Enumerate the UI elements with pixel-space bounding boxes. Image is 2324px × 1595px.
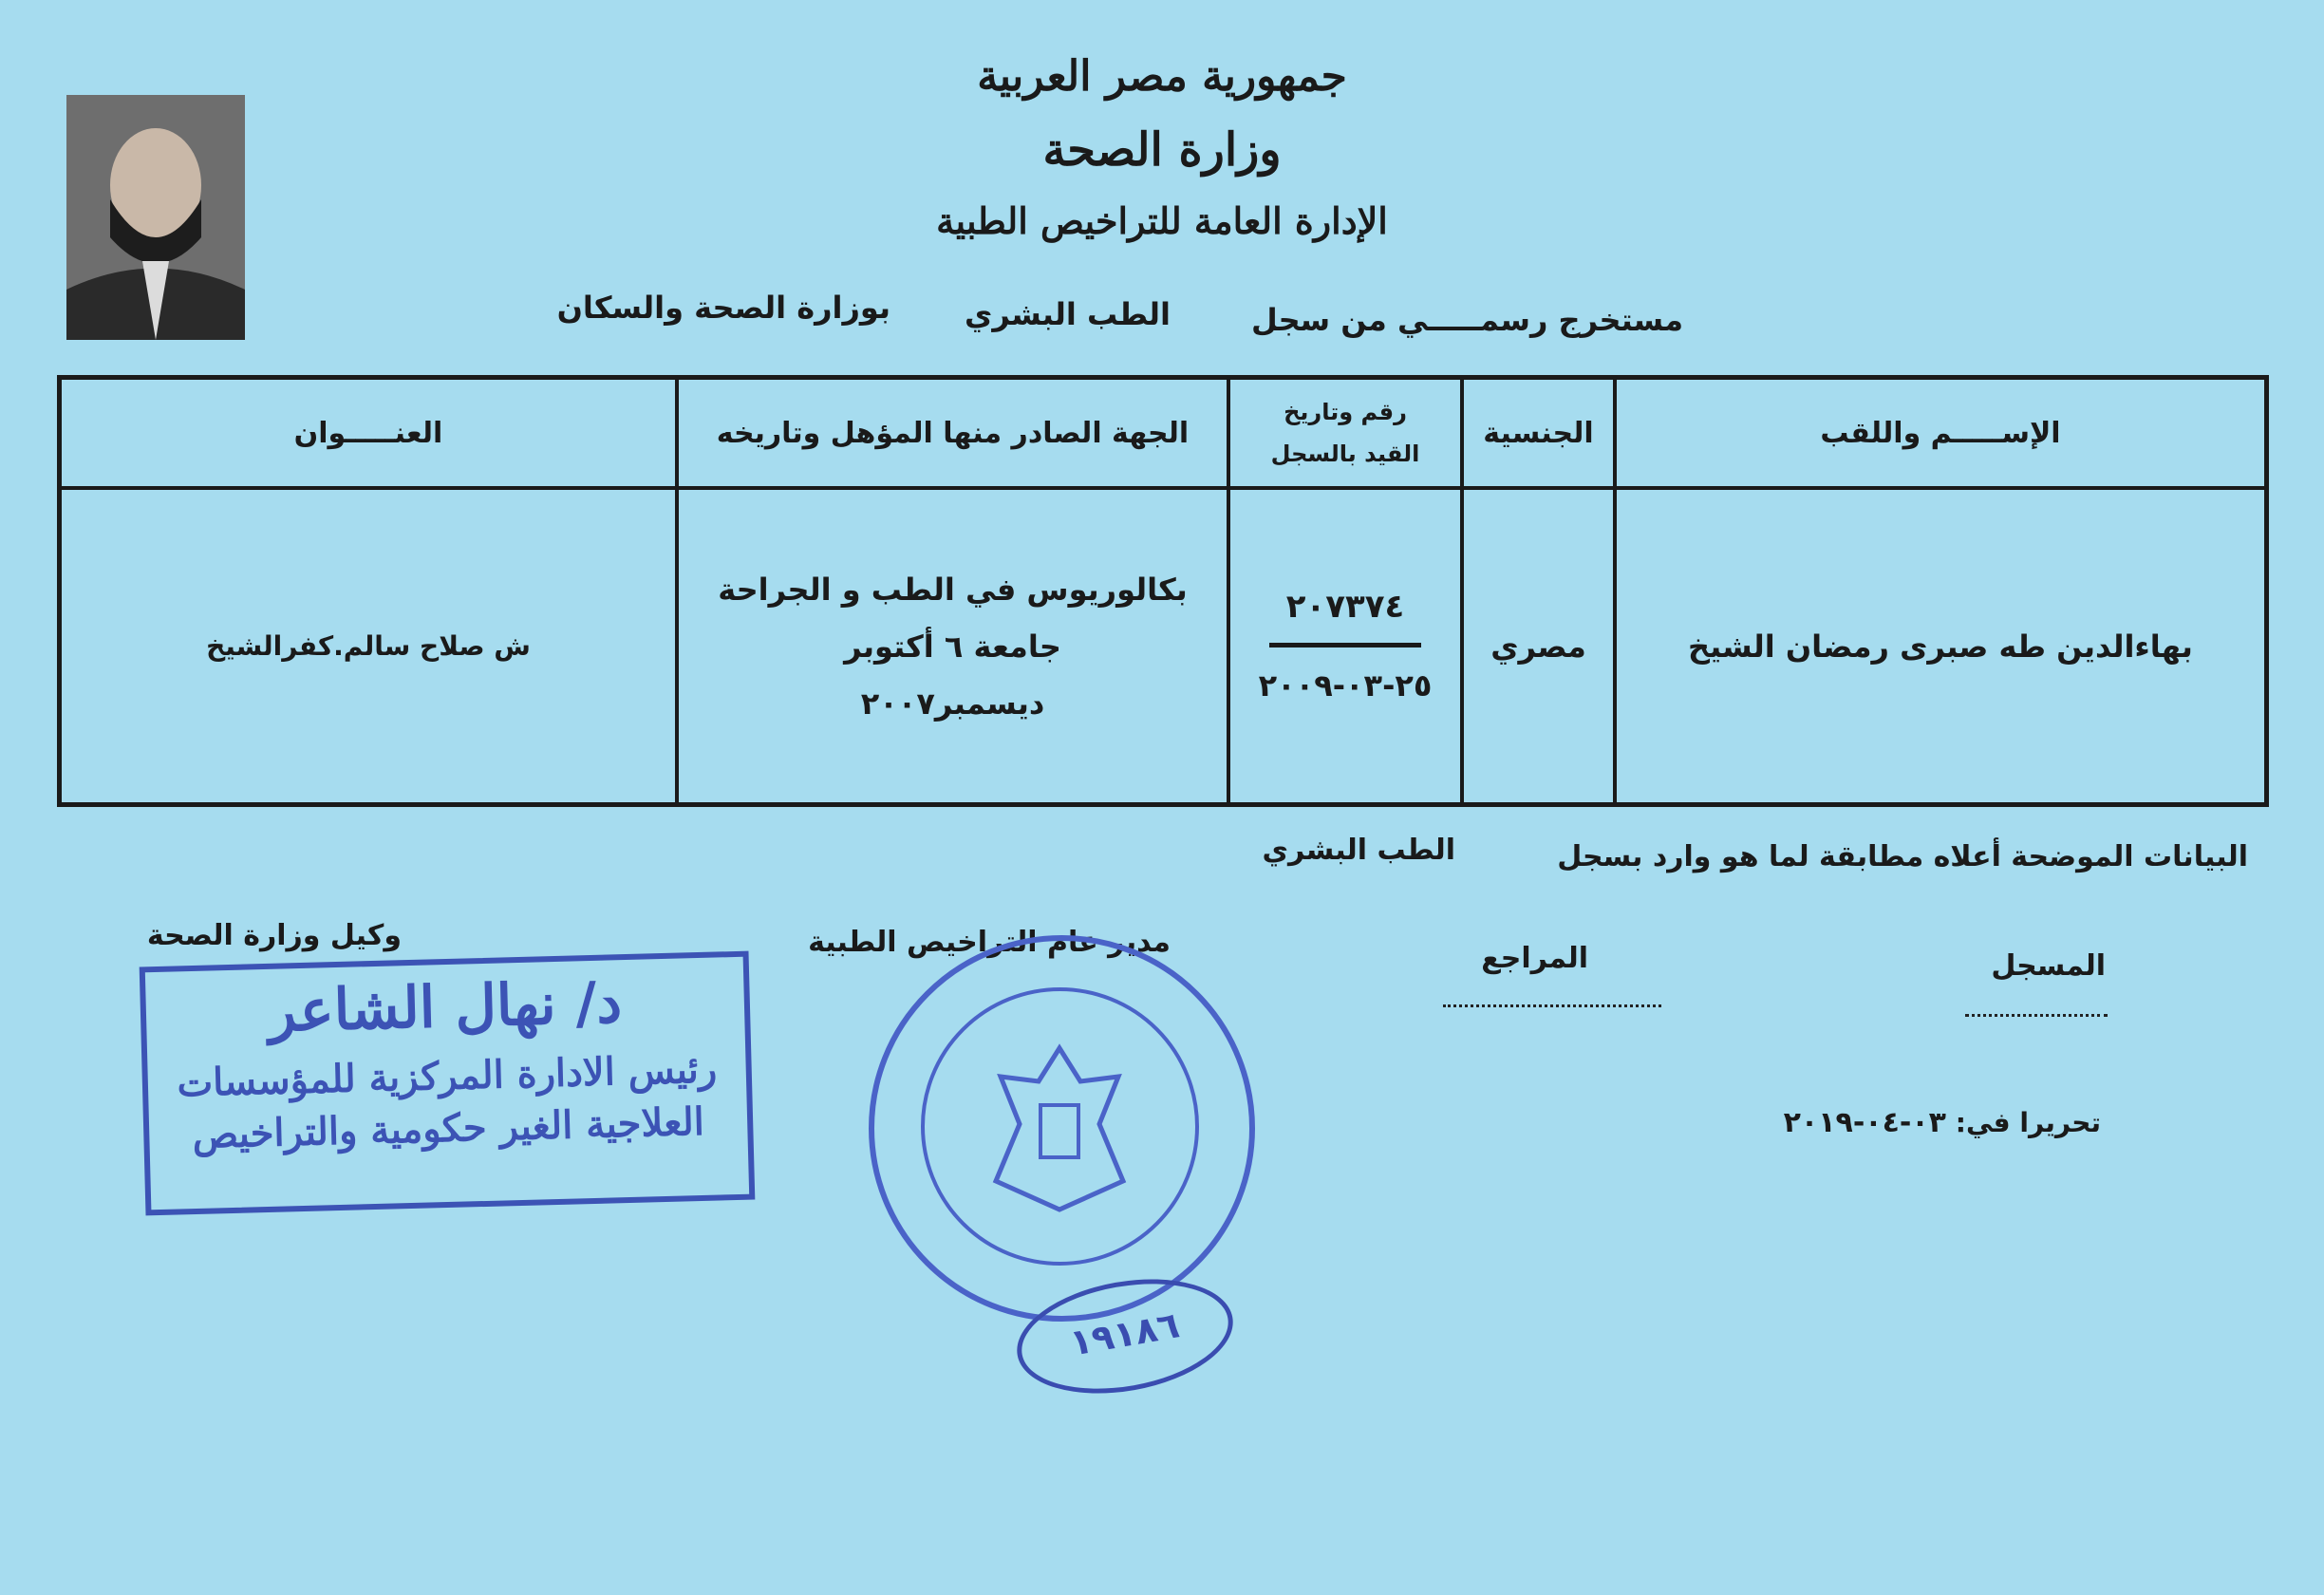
eagle-emblem-icon xyxy=(925,991,1195,1262)
registration-header xyxy=(1228,378,1462,489)
stamp-name: د/ نهال الشاعر xyxy=(267,969,623,1045)
stamp-title: رئيس الادارة المركزية للمؤسسات xyxy=(176,1046,718,1106)
date-line xyxy=(1784,1106,2101,1139)
nationality-header: الجنسية xyxy=(1462,378,1615,489)
date-value: ٠٣-٠٤-٢٠١٩ xyxy=(1783,1106,1946,1139)
department-heading: الإدارة العامة للتراخيص الطبية xyxy=(936,199,1388,242)
nationality-cell: مصري xyxy=(1462,488,1615,805)
qualification-degree: بكالوريوس في الطب و الجراحة xyxy=(718,571,1188,608)
deputy-label: وكيل وزارة الصحة xyxy=(146,919,402,952)
date-label: تحريرا في: xyxy=(1955,1107,2101,1138)
statement-text: البيانات الموضحة أعلاه مطابقة لما هو وارد بسجل xyxy=(1557,840,2248,873)
serial-stamp: ١٩١٨٦ xyxy=(1008,1264,1242,1409)
qualification-date: ديسمبر٢٠٠٧ xyxy=(860,685,1045,722)
table-header-row xyxy=(60,378,2267,489)
extract-label: مستخرج رسمـــــي من سجل xyxy=(1251,302,1683,338)
table-row xyxy=(60,488,2267,805)
ministry-heading: وزارة الصحة xyxy=(1042,123,1282,177)
republic-heading: جمهورية مصر العربية xyxy=(977,52,1347,101)
registry-table xyxy=(57,375,2269,807)
statement-field: الطب البشري xyxy=(1262,834,1455,867)
name-header: الإســـــم واللقب xyxy=(1615,378,2267,489)
reg-number: ٢٠٧٣٧٤ xyxy=(1269,578,1421,647)
stamp-department: العلاجية الغير حكومية والتراخيص xyxy=(192,1098,705,1158)
reviewer-signature-line xyxy=(1443,1004,1661,1007)
qualification-university: جامعة ٦ أكتوبر xyxy=(844,628,1061,665)
official-stamp xyxy=(140,951,756,1216)
qualification-header: الجهة الصادر منها المؤهل وتاريخه xyxy=(677,378,1228,489)
qualification-cell xyxy=(677,488,1228,805)
ministry-label: بوزارة الصحة والسكان xyxy=(556,290,890,326)
portrait-photo-icon xyxy=(66,95,245,340)
registration-cell xyxy=(1228,488,1462,805)
field-label: الطب البشري xyxy=(964,296,1171,332)
address-header: العنـــــوان xyxy=(60,378,678,489)
seal-inner-ring xyxy=(921,987,1199,1266)
address-cell: ش صلاح سالم.كفرالشيخ xyxy=(60,488,678,805)
reg-date: ٢٥-٠٣-٢٠٠٩ xyxy=(1258,667,1433,704)
reviewer-label: المراجع xyxy=(1481,942,1588,975)
reg-header-line1: رقم وتاريخ xyxy=(1284,399,1407,425)
registrar-signature-line xyxy=(1965,1014,2108,1017)
director-label: مدير عام التراخيص الطبية xyxy=(808,926,1171,959)
registrar-label: المسجل xyxy=(1991,949,2106,983)
name-cell: بهاءالدين طه صبرى رمضان الشيخ xyxy=(1615,488,2267,805)
reg-header-line2: القيد بالسجل xyxy=(1270,441,1420,467)
